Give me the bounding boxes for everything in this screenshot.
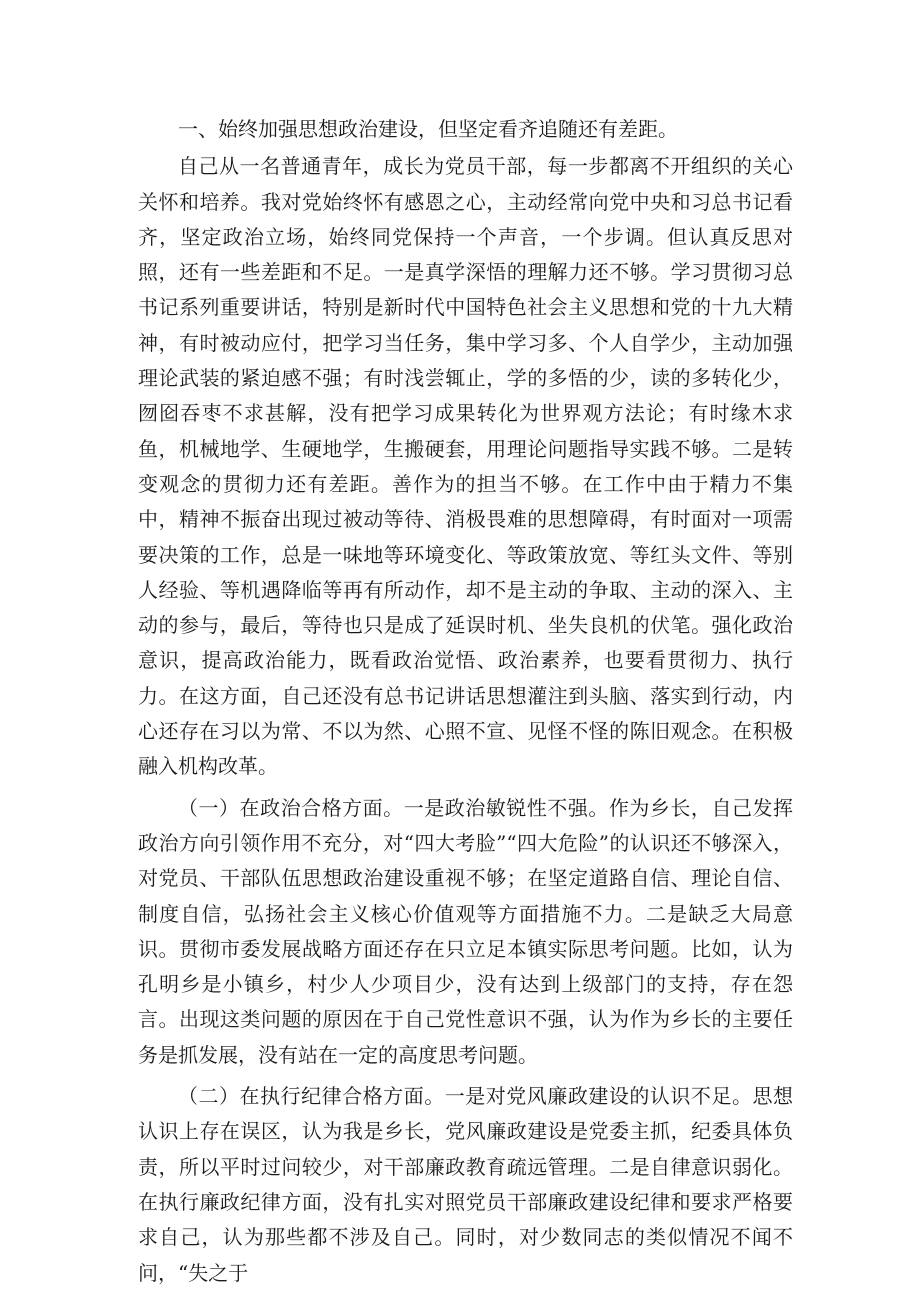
paragraph-2: （一）在政治合格方面。一是政治敏锐性不强。作为乡长，自己发挥政治方向引领作用不充分，对“四大考脸”“四大危险”的认识还不够深入，对党员、干部队伍思想政治建设重视不够；在坚定道路自信、理论自信、制度自信，弘扬社会主义核心价值观等方面措施不力。二是缺乏大局意识。贯彻市委发展战略方面还存在只立足本镇实际思考问题。比如，认为孔明乡是小镇乡，村少人少项目少，没有达到上级部门的支持，存在怨言。出现这类问题的原因在于自己党性意识不强，认为作为乡长的主要任务是抓发展，没有站在一定的高度思考问题。	[138, 795, 793, 1067]
paragraph-1: 自己从一名普通青年，成长为党员干部，每一步都离不开组织的关心关怀和培养。我对党始终怀有感恩之心，主动经常向党中央和习总书记看齐，坚定政治立场，始终同党保持一个声音，一个步调。但认真反思对照，还有一些差距和不足。一是真学深悟的理解力还不够。学习贯彻习总书记系列重要讲话，特别是新时代中国特色社会主义思想和党的十九大精神，有时被动应付，把学习当任务，集中学习多、个人自学少，主动加强理论武装的紧迫感不强；有时浅尝辄止，学的多悟的少，读的多转化少，囫囵吞枣不求甚解，没有把学习成果转化为世界观方法论；有时缘木求鱼，机械地学、生硬地学，生搬硬套，用理论问题指导实践不够。二是转变观念的贯彻力还有差距。善作为的担当不够。在工作中由于精力不集中，精神不振奋出现过被动等待、消极畏难的思想障碍，有时面对一项需要决策的工作，总是一味地等环境变化、等政策放宽、等红头文件、等别人经验、等机遇降临等再有所动作，却不是主动的争取、主动的深入、主动的参与，最后，等待也只是成了延误时机、坐失良机的伏笔。强化政治意识，提高政治能力，既看政治觉悟、政治素养，也要看贯彻力、执行力。在这方面，自己还没有总书记讲话思想灌注到头脑、落实到行动，内心还存在习以为常、不以为然、心照不宣、见怪不怪的陈旧观念。在积极融入机构改革。	[138, 154, 793, 779]
section-heading: 一、始终加强思想政治建设，但坚定看齐追随还有差距。	[178, 117, 678, 141]
document-body	[138, 112, 793, 1297]
paragraph-3: （二）在执行纪律合格方面。一是对党风廉政建设的认识不足。思想认识上存在误区，认为我是乡长，党风廉政建设是党委主抓，纪委具体负责，所以平时过问较少，对干部廉政教育疏远管理。二是自律意识弱化。在执行廉政纪律方面，没有扎实对照党员干部廉政建设纪律和要求严格要求自己，认为那些都不涉及自己。同时，对少数同志的类似情况不闻不问，“失之于	[138, 1084, 793, 1285]
